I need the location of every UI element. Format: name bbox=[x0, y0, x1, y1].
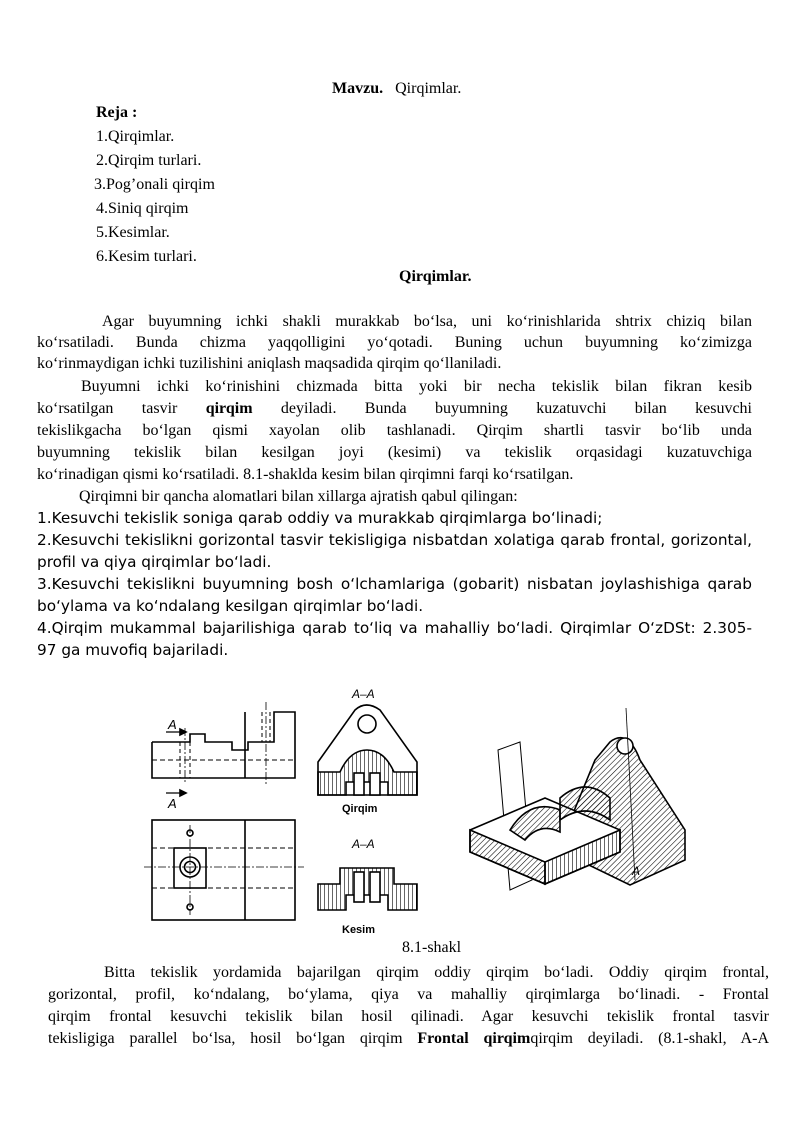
label-a: A bbox=[168, 796, 177, 811]
topic-title: Qirqimlar. bbox=[395, 80, 462, 97]
plan-item: 2.Qirqim turlari. bbox=[96, 152, 202, 169]
paragraph-line: ko‘rinadigan qismi ko‘rsatiladi. 8.1-shaklda kesim bilan qirqimni farqi ko‘rsatilgan. bbox=[37, 466, 574, 483]
topic-heading bbox=[332, 78, 461, 99]
list-item: 2.Kesuvchi tekislikni gorizontal tasvir tekisligiga nisbatdan xolatiga qarab frontal, gorizontal, bbox=[37, 531, 752, 549]
list-item: 4.Qirqim mukammal bajarilishiga qarab to‘liq va mahalliy bo‘ladi. Qirqimlar O‘zDSt: 2.305- bbox=[37, 619, 752, 637]
topic-label: Mavzu. bbox=[332, 80, 384, 97]
paragraph-line: ko‘rsatilgan tasvir qirqim deyiladi. Bunda buyumning kuzatuvchi bilan kesuvchi bbox=[37, 400, 752, 417]
label-kesim: Kesim bbox=[342, 924, 376, 936]
plan-item: 3.Pog’onali qirqim bbox=[94, 176, 215, 193]
plan-item: 5.Kesimlar. bbox=[96, 224, 170, 241]
paragraph-line: Bitta tekislik yordamida bajarilgan qirqim oddiy qirqim bo‘ladi. Oddiy qirqim frontal, bbox=[104, 964, 769, 981]
list-item-cont: profil va qiya qirqimlar bo‘ladi. bbox=[37, 553, 272, 571]
plan-item: 6.Kesim turlari. bbox=[96, 248, 197, 265]
list-item-cont: 97 ga muvofiq bajariladi. bbox=[37, 641, 229, 659]
plan-title: Reja : bbox=[96, 104, 138, 121]
paragraph-line: ko‘rsatiladi. Bunda chizma yaqqolligini yo‘qotadi. Buning uchun buyumning ko‘zimizga bbox=[37, 334, 752, 351]
paragraph-line: Agar buyumning ichki shakli murakkab bo‘lsa, uni ko‘rinishlarida shtrix chiziq bilan bbox=[102, 313, 752, 330]
plan-item: 1.Qirqimlar. bbox=[96, 128, 175, 145]
list-item: 1.Kesuvchi tekislik soniga qarab oddiy va murakkab qirqimlarga bo‘linadi; bbox=[37, 509, 603, 527]
figure-8-1 bbox=[140, 680, 700, 942]
label-a: A bbox=[632, 864, 641, 878]
list-item-cont: bo‘ylama va ko‘ndalang kesilgan qirqimlar bo‘ladi. bbox=[37, 597, 424, 615]
paragraph-line: tekisligiga parallel bo‘lsa, hosil bo‘lgan qirqim Frontal qirqimqirqim deyiladi. (8.1-shakl, A-A bbox=[48, 1030, 769, 1047]
term-qirqim: qirqim bbox=[205, 400, 253, 417]
isometric-view bbox=[470, 708, 685, 890]
figure-caption: 8.1-shakl bbox=[402, 939, 462, 956]
label-section-mid: A–A bbox=[352, 837, 375, 851]
paragraph-line: ko‘rinmaydigan ichki tuzilishini aniqlash maqsadida qirqim qo‘llaniladi. bbox=[37, 355, 502, 372]
term-frontal-qirqim: Frontal qirqim bbox=[417, 1030, 531, 1047]
kesim-view bbox=[318, 868, 417, 910]
label-a: A bbox=[168, 717, 177, 732]
section-title: Qirqimlar. bbox=[399, 268, 472, 285]
qirqim-view bbox=[318, 705, 417, 795]
top-view bbox=[144, 820, 304, 920]
paragraph-line: gorizontal, profil, ko‘ndalang, bo‘ylama, qiya va mahalliy qirqimlarga bo‘linadi. - Frontal bbox=[48, 986, 769, 1003]
label-section-top: A–A bbox=[352, 687, 375, 701]
paragraph-line: tekislikgacha bo‘lgan qismi xayolan olib tashlanadi. Qirqim shartli tasvir bo‘lib unda bbox=[37, 422, 752, 439]
paragraph-line: buyumning tekislik bilan kesilgan joyi (kesimi) va tekislik orqasidagi kuzatuvchiga bbox=[37, 444, 752, 461]
paragraph-line: Buyumni ichki ko‘rinishini chizmada bitta yoki bir necha tekislik bilan fikran kesib bbox=[81, 378, 752, 395]
paragraph-line: qirqim frontal kesuvchi tekislik bilan hosil qilinadi. Agar kesuvchi tekislik frontal tasvir bbox=[48, 1008, 769, 1025]
paragraph-line: Qirqimni bir qancha alomatlari bilan xillarga ajratish qabul qilingan: bbox=[79, 488, 518, 505]
label-qirqim: Qirqim bbox=[342, 803, 378, 815]
list-item: 3.Kesuvchi tekislikni buyumning bosh o‘lchamlariga (gobarit) nisbatan joylashishiga qarab bbox=[37, 575, 752, 593]
plan-item: 4.Siniq qirqim bbox=[96, 200, 189, 217]
